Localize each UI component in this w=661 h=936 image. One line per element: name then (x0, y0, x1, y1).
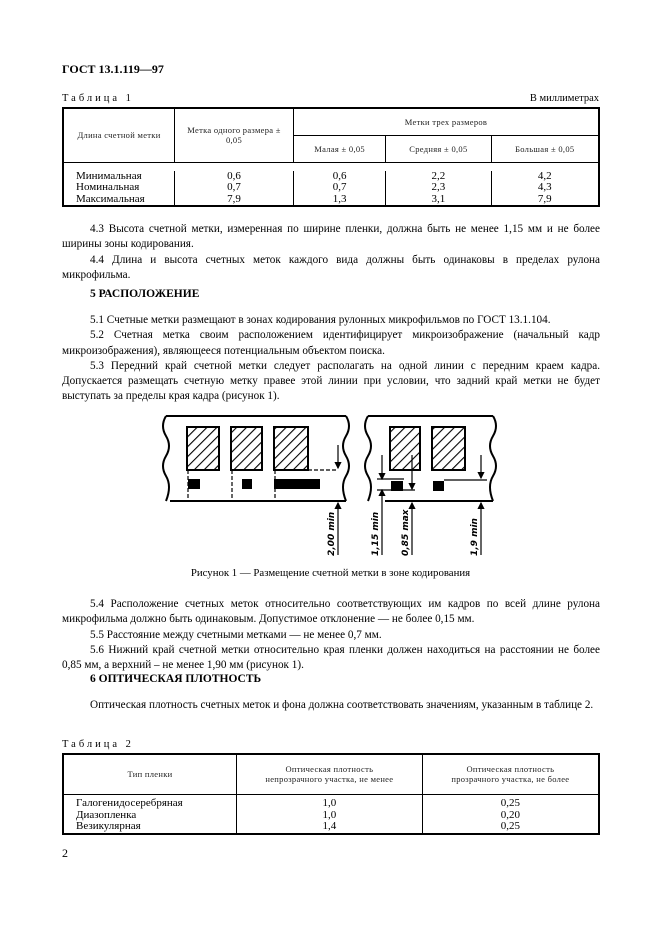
section5-text: 5.1 Счетные метки размещают в зонах кодирования рулонных микрофильмов по ГОСТ 13.1.104. 5.2 Счетная метка своим расположением идентифицирует микроизображение (начальный кадр микроизображения), являющееся потенциальным объектом поиска. 5.3 Передний край счетной метки следует располагать на одной линии с передним краем кадра. Допускается размещать счетную метку правее этой линии при условии, что задний край метки не будет выступать за пределы края кадра (рисунок 1). (62, 314, 600, 403)
figure1-caption: Рисунок 1 — Размещение счетной метки в зоне кодирования (190, 567, 471, 579)
col-opaque: Оптическая плотность непрозрачного участка, не менее (237, 754, 423, 794)
table-row: Минимальная 0,6 0,6 2,2 4,2 (63, 171, 599, 183)
col-single: Метка одного размера ± 0,05 (175, 108, 294, 162)
dim-label-1-15-min: 1,15 min (371, 511, 381, 556)
table-row: Диазопленка 1,0 0,20 (63, 810, 599, 822)
table-row: Максимальная 7,9 1,3 3,1 7,9 (63, 194, 599, 207)
table2-label: Таблица 2 (62, 739, 134, 750)
dim-label-2-00-min: 2,00 min (327, 511, 337, 556)
col-medium: Средняя ± 0,05 (386, 135, 491, 162)
col-length: Длина счетной метки (63, 108, 175, 162)
table2 (62, 753, 600, 835)
table1-label: Таблица 1 (62, 93, 134, 104)
page-number: 2 (62, 846, 68, 860)
table1 (62, 107, 600, 207)
table1-units: В миллиметрах (529, 93, 599, 104)
section6-heading: 6 ОПТИЧЕСКАЯ ПЛОТНОСТЬ (90, 673, 262, 685)
count-marks (188, 479, 444, 491)
paragraphs-4: 4.3 Высота счетной метки, измеренная по ширине пленки, должна быть не менее 1,15 мм и не более ширины зоны кодирования. 4.4 Длина и высота счетных меток каждого вида должны быть одинаковы в пределах рулона микрофильма. (62, 223, 600, 281)
table-row: Номинальная 0,7 0,7 2,3 4,3 (63, 182, 599, 194)
dim-label-1-9-min: 1,9 min (470, 518, 480, 556)
col-type: Тип пленки (63, 754, 237, 794)
col-three: Метки трех размеров (294, 108, 600, 135)
table-row: Галогенидосеребряная 1,0 0,25 (63, 798, 599, 810)
col-large: Большая ± 0,05 (491, 135, 599, 162)
dim-label-0-85-max: 0,85 max (401, 509, 411, 556)
col-small: Малая ± 0,05 (294, 135, 386, 162)
section5-heading: 5 РАСПОЛОЖЕНИЕ (90, 288, 200, 300)
document-header: ГОСТ 13.1.119—97 (62, 62, 164, 76)
section6-text: Оптическая плотность счетных меток и фона должна соответствовать значениям, указанным в таблице 2. (90, 699, 594, 711)
col-clear: Оптическая плотность прозрачного участка, не более (422, 754, 599, 794)
paragraphs-5-4-to-5-6: 5.4 Расположение счетных меток относительно соответствующих им кадров по всей длине рулона микрофильма должно быть одинаковым. Допустимое отклонение — не более 0,15 мм. 5.5 Расстояние между счетными метками — не менее 0,7 мм. 5.6 Нижний край счетной метки относительно края пленки должен находиться на расстоянии не более 0,85 мм, а верхний – не менее 1,90 мм (рисунок 1). (62, 598, 600, 672)
figure1-diagram (0, 405, 661, 565)
frame-squares (187, 427, 465, 470)
table-row: Везикулярная 1,4 0,25 (63, 821, 599, 834)
